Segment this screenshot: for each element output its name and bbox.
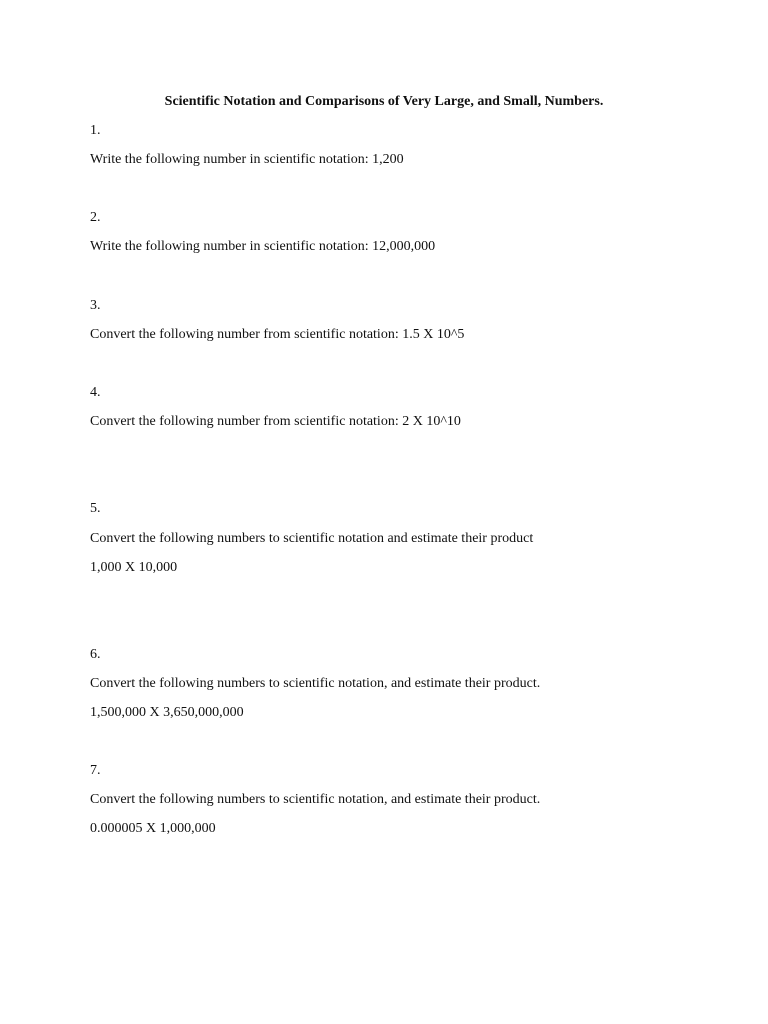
question-6-number: 6. — [90, 647, 101, 662]
question-5-prompt: Convert the following numbers to scientific notation and estimate their product — [90, 531, 534, 546]
question-2-prompt: Write the following number in scientific notation: 12,000,000 — [90, 239, 436, 254]
question-4-number: 4. — [90, 385, 101, 400]
question-4-prompt: Convert the following number from scientific notation: 2 X 10^10 — [90, 414, 461, 429]
question-5-expression: 1,000 X 10,000 — [90, 560, 178, 575]
question-1-prompt: Write the following number in scientific notation: 1,200 — [90, 152, 404, 167]
question-3-number: 3. — [90, 298, 101, 313]
question-2-number: 2. — [90, 210, 101, 225]
question-7-number: 7. — [90, 763, 101, 778]
question-6-prompt: Convert the following numbers to scientific notation, and estimate their product. — [90, 676, 541, 691]
question-7-prompt: Convert the following numbers to scientific notation, and estimate their product. — [90, 792, 541, 807]
page-title: Scientific Notation and Comparisons of Very Large, and Small, Numbers. — [164, 94, 604, 109]
question-7-expression: 0.000005 X 1,000,000 — [90, 821, 216, 836]
question-1-number: 1. — [90, 123, 101, 138]
question-6-expression: 1,500,000 X 3,650,000,000 — [90, 705, 244, 720]
question-3-prompt: Convert the following number from scientific notation: 1.5 X 10^5 — [90, 327, 465, 342]
question-5-number: 5. — [90, 501, 101, 516]
